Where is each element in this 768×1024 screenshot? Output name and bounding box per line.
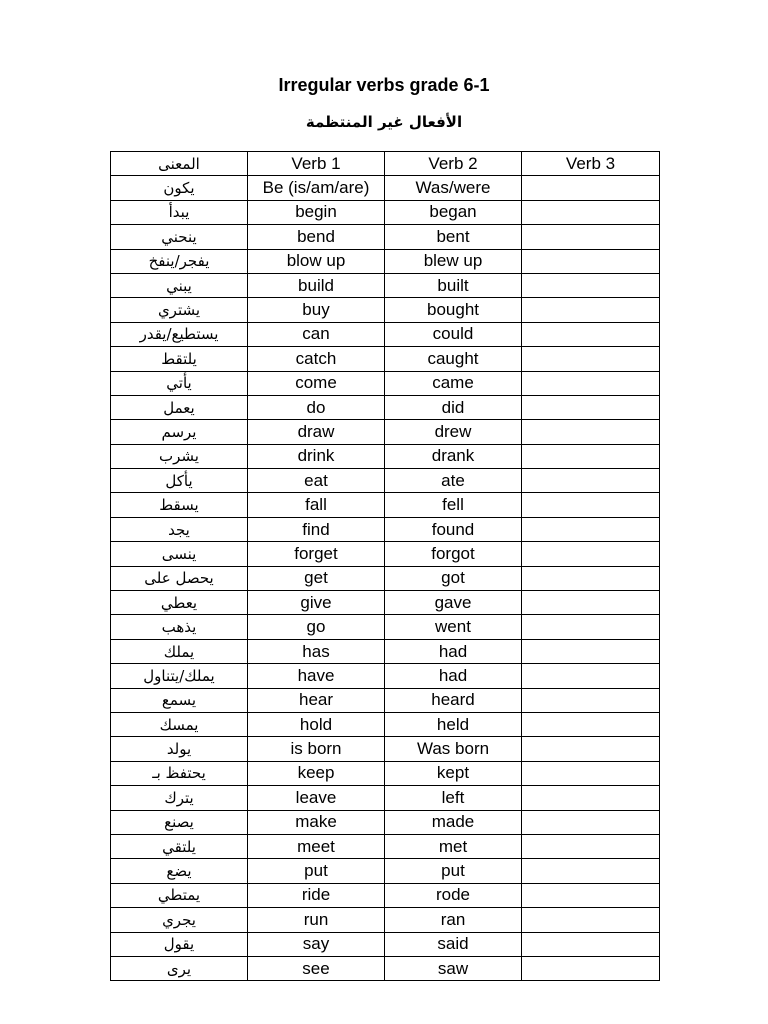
cell-verb-1: has (248, 639, 385, 663)
cell-verb-3 (522, 956, 660, 980)
page-subtitle-arabic: الأفعال غير المنتظمة (305, 113, 463, 131)
cell-verb-2: bought (385, 298, 522, 322)
cell-verb-2: rode (385, 883, 522, 907)
cell-verb-1: fall (248, 493, 385, 517)
cell-meaning: يصنع (111, 810, 248, 834)
table-row (111, 469, 660, 493)
cell-verb-3 (522, 834, 660, 858)
cell-verb-1: forget (248, 542, 385, 566)
table-row (111, 225, 660, 249)
cell-meaning: يرسم (111, 420, 248, 444)
cell-meaning: يعمل (111, 395, 248, 419)
table-body (111, 176, 660, 981)
cell-verb-3 (522, 469, 660, 493)
table-row (111, 761, 660, 785)
cell-verb-2: could (385, 322, 522, 346)
cell-verb-2: ate (385, 469, 522, 493)
cell-verb-3 (522, 591, 660, 615)
cell-verb-2: bent (385, 225, 522, 249)
cell-verb-2: heard (385, 688, 522, 712)
cell-verb-3 (522, 761, 660, 785)
table-row (111, 517, 660, 541)
cell-verb-2: did (385, 395, 522, 419)
cell-verb-2: fell (385, 493, 522, 517)
cell-verb-3 (522, 883, 660, 907)
cell-meaning: يقول (111, 932, 248, 956)
table-row (111, 932, 660, 956)
cell-verb-1: ride (248, 883, 385, 907)
cell-verb-3 (522, 737, 660, 761)
header-verb-2: Verb 2 (385, 152, 522, 176)
header-meaning: المعنى (111, 152, 248, 176)
table-row (111, 395, 660, 419)
table-row (111, 737, 660, 761)
cell-verb-2: got (385, 566, 522, 590)
cell-meaning: يكون (111, 176, 248, 200)
table-row (111, 908, 660, 932)
table-row (111, 712, 660, 736)
cell-verb-3 (522, 200, 660, 224)
table-row (111, 883, 660, 907)
cell-meaning: يحتفظ بـ (111, 761, 248, 785)
table-row (111, 444, 660, 468)
cell-meaning: يأتي (111, 371, 248, 395)
cell-verb-1: Be (is/am/are) (248, 176, 385, 200)
cell-verb-3 (522, 639, 660, 663)
cell-verb-1: come (248, 371, 385, 395)
table-row (111, 859, 660, 883)
table-row (111, 322, 660, 346)
cell-verb-1: draw (248, 420, 385, 444)
cell-verb-2: gave (385, 591, 522, 615)
cell-verb-3 (522, 712, 660, 736)
cell-verb-1: drink (248, 444, 385, 468)
cell-verb-2: made (385, 810, 522, 834)
table-row (111, 176, 660, 200)
cell-verb-3 (522, 932, 660, 956)
cell-verb-1: get (248, 566, 385, 590)
table-row (111, 273, 660, 297)
cell-verb-1: hear (248, 688, 385, 712)
cell-verb-3 (522, 322, 660, 346)
page-title: Irregular verbs grade 6-1 (278, 75, 490, 95)
cell-verb-1: go (248, 615, 385, 639)
cell-verb-3 (522, 273, 660, 297)
table-row (111, 249, 660, 273)
cell-verb-2: went (385, 615, 522, 639)
cell-meaning: يملك/يتناول (111, 664, 248, 688)
cell-meaning: يرى (111, 956, 248, 980)
cell-meaning: يجد (111, 517, 248, 541)
table-row (111, 542, 660, 566)
cell-meaning: يمتطي (111, 883, 248, 907)
cell-verb-3 (522, 859, 660, 883)
cell-verb-3 (522, 566, 660, 590)
cell-meaning: يذهب (111, 615, 248, 639)
cell-verb-1: catch (248, 347, 385, 371)
cell-verb-1: put (248, 859, 385, 883)
table-row (111, 200, 660, 224)
cell-verb-3 (522, 664, 660, 688)
cell-verb-2: found (385, 517, 522, 541)
table-row (111, 566, 660, 590)
cell-verb-2: had (385, 639, 522, 663)
header-verb-3: Verb 3 (522, 152, 660, 176)
table-row (111, 810, 660, 834)
cell-verb-3 (522, 615, 660, 639)
table-row (111, 371, 660, 395)
cell-verb-1: build (248, 273, 385, 297)
cell-verb-2: saw (385, 956, 522, 980)
cell-meaning: يملك (111, 639, 248, 663)
cell-verb-1: hold (248, 712, 385, 736)
table-row (111, 786, 660, 810)
cell-verb-2: drew (385, 420, 522, 444)
cell-verb-2: came (385, 371, 522, 395)
cell-verb-3 (522, 347, 660, 371)
cell-verb-2: built (385, 273, 522, 297)
cell-meaning: يجري (111, 908, 248, 932)
cell-verb-3 (522, 810, 660, 834)
table-row (111, 420, 660, 444)
cell-meaning: يلتقط (111, 347, 248, 371)
cell-verb-1: give (248, 591, 385, 615)
cell-verb-3 (522, 249, 660, 273)
cell-verb-1: run (248, 908, 385, 932)
cell-verb-2: drank (385, 444, 522, 468)
cell-meaning: يشرب (111, 444, 248, 468)
cell-verb-1: is born (248, 737, 385, 761)
table-row (111, 639, 660, 663)
cell-verb-1: buy (248, 298, 385, 322)
table-row (111, 591, 660, 615)
cell-meaning: ينحني (111, 225, 248, 249)
cell-verb-2: Was/were (385, 176, 522, 200)
cell-verb-3 (522, 176, 660, 200)
cell-verb-1: can (248, 322, 385, 346)
cell-meaning: يترك (111, 786, 248, 810)
cell-verb-1: leave (248, 786, 385, 810)
cell-verb-3 (522, 688, 660, 712)
cell-verb-2: left (385, 786, 522, 810)
cell-verb-1: keep (248, 761, 385, 785)
cell-verb-3 (522, 908, 660, 932)
cell-meaning: يسقط (111, 493, 248, 517)
cell-verb-3 (522, 542, 660, 566)
cell-verb-1: meet (248, 834, 385, 858)
cell-meaning: يضع (111, 859, 248, 883)
cell-verb-3 (522, 420, 660, 444)
cell-meaning: يشتري (111, 298, 248, 322)
cell-verb-3 (522, 371, 660, 395)
cell-verb-1: blow up (248, 249, 385, 273)
cell-verb-2: kept (385, 761, 522, 785)
cell-verb-3 (522, 225, 660, 249)
table-row (111, 834, 660, 858)
table-header-row (111, 152, 660, 176)
cell-verb-2: forgot (385, 542, 522, 566)
irregular-verbs-table (110, 151, 660, 981)
cell-meaning: يستطيع/يقدر (111, 322, 248, 346)
cell-verb-3 (522, 444, 660, 468)
cell-verb-2: said (385, 932, 522, 956)
cell-verb-3 (522, 395, 660, 419)
cell-meaning: يعطي (111, 591, 248, 615)
cell-verb-3 (522, 298, 660, 322)
cell-verb-1: do (248, 395, 385, 419)
cell-meaning: يبني (111, 273, 248, 297)
cell-verb-3 (522, 517, 660, 541)
cell-verb-2: blew up (385, 249, 522, 273)
cell-verb-1: bend (248, 225, 385, 249)
cell-meaning: يحصل على (111, 566, 248, 590)
cell-verb-1: see (248, 956, 385, 980)
cell-verb-2: met (385, 834, 522, 858)
cell-meaning: ينسى (111, 542, 248, 566)
cell-meaning: يبدأ (111, 200, 248, 224)
cell-verb-1: make (248, 810, 385, 834)
table-row (111, 688, 660, 712)
table-row (111, 493, 660, 517)
cell-verb-1: begin (248, 200, 385, 224)
cell-verb-2: held (385, 712, 522, 736)
cell-verb-1: eat (248, 469, 385, 493)
cell-verb-1: say (248, 932, 385, 956)
cell-meaning: يمسك (111, 712, 248, 736)
cell-meaning: يأكل (111, 469, 248, 493)
table-row (111, 347, 660, 371)
cell-verb-3 (522, 786, 660, 810)
cell-verb-2: put (385, 859, 522, 883)
table-row (111, 956, 660, 980)
table-row (111, 664, 660, 688)
table-row (111, 298, 660, 322)
cell-verb-2: had (385, 664, 522, 688)
cell-verb-1: find (248, 517, 385, 541)
table-row (111, 615, 660, 639)
cell-verb-3 (522, 493, 660, 517)
header-verb-1: Verb 1 (248, 152, 385, 176)
cell-verb-1: have (248, 664, 385, 688)
cell-meaning: يسمع (111, 688, 248, 712)
cell-verb-2: Was born (385, 737, 522, 761)
cell-verb-2: ran (385, 908, 522, 932)
cell-verb-2: caught (385, 347, 522, 371)
cell-meaning: يلتقي (111, 834, 248, 858)
cell-meaning: يولد (111, 737, 248, 761)
cell-meaning: يفجر/ينفخ (111, 249, 248, 273)
cell-verb-2: began (385, 200, 522, 224)
